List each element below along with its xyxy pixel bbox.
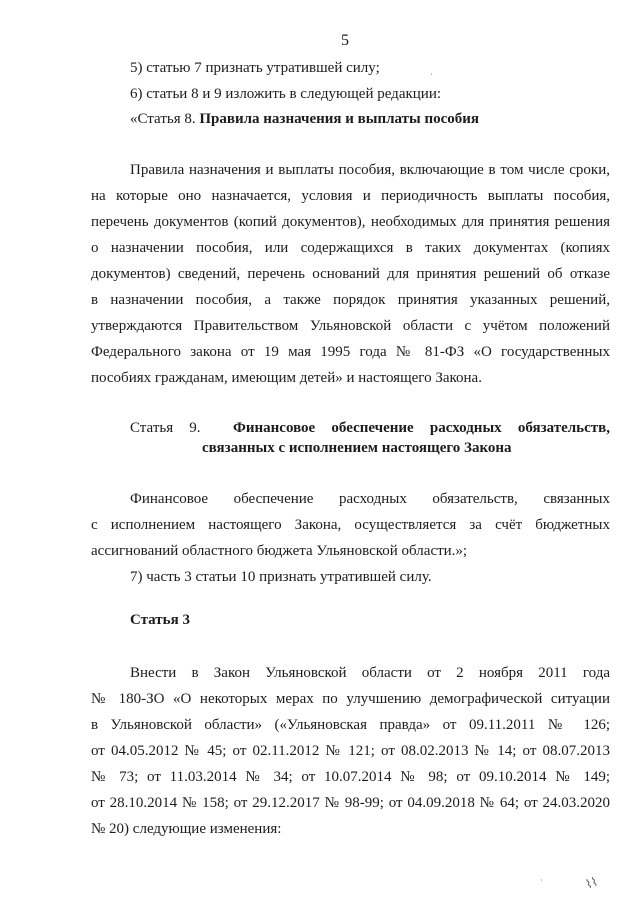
article-8-line: о назначении пособия, или содержащихся в таких документах (копиях (91, 240, 610, 256)
article-8-line: пособиях гражданам, имеющим детей» и настоящего Закона. (91, 370, 482, 386)
article-3-heading (130, 610, 190, 630)
article-9-line: ассигнований областного бюджета Ульяновской области.»; (91, 543, 468, 559)
article-8-heading-prefix: «Статья 8. (130, 111, 200, 127)
article-8-heading-title: Правила назначения и выплаты пособия (199, 111, 480, 127)
article-8-line: перечень документов (копий документов), необходимых для принятия решения (91, 214, 610, 230)
article-9-heading-title-2: связанных с исполнением настоящего Закона (202, 440, 512, 456)
scan-dot: · (430, 70, 433, 79)
handwritten-mark: ⌇⌇ (583, 874, 600, 892)
article-3-line: от 28.10.2014 № 158; от 29.12.2017 № 98-99; от 04.09.2018 № 64; от 24.03.2020 (91, 795, 610, 811)
article-3-line: № 180-ЗО «О некоторых мерах по улучшению демографической ситуации (91, 691, 610, 707)
scan-dot: · (540, 876, 543, 885)
item-5: 5) статью 7 признать утратившей силу; (130, 60, 380, 76)
article-9-heading-line-1 (130, 418, 610, 438)
article-3-line: Внести в Закон Ульяновской области от 2 ноября 2011 года (130, 665, 610, 681)
article-8-line: Правила назначения и выплаты пособия, включающие в том числе сроки, (130, 162, 610, 178)
article-9-heading-prefix: Статья 9. (130, 420, 201, 436)
article-9-heading-title-1: Финансовое обеспечение расходных обязательств, (232, 420, 610, 436)
article-8-line: Федерального закона от 19 мая 1995 года № 81-ФЗ «О государственных (91, 344, 610, 360)
item-7: 7) часть 3 статьи 10 признать утратившей силу. (130, 569, 432, 585)
item-6: 6) статьи 8 и 9 изложить в следующей редакции: (130, 86, 442, 102)
page-number: 5 (341, 32, 349, 49)
article-3-line: № 73; от 11.03.2014 № 34; от 10.07.2014 № 98; от 09.10.2014 № 149; (91, 769, 610, 785)
article-3-line: № 20) следующие изменения: (91, 821, 282, 837)
article-9-line: с исполнением настоящего Закона, осуществляется за счёт бюджетных (91, 517, 610, 533)
article-3-line: от 04.05.2012 № 45; от 02.11.2012 № 121; от 08.02.2013 № 14; от 08.07.2013 (91, 743, 610, 759)
article-8-line: в назначении пособия, а также порядок принятия указанных решений, (91, 292, 610, 308)
article-8-line: на которые оно назначается, условия и периодичность выплаты пособия, (91, 188, 610, 204)
article-8-line: утверждаются Правительством Ульяновской области с учётом положений (91, 318, 610, 334)
article-9-heading-line-2 (202, 438, 512, 458)
article-3-line: в Ульяновской области» («Ульяновская правда» от 09.11.2011 № 126; (91, 717, 610, 733)
article-8-line: документов) сведений, перечень оснований для принятия решений об отказе (91, 266, 610, 282)
article-9-line: Финансовое обеспечение расходных обязательств, связанных (130, 491, 610, 507)
article-3-heading-text: Статья 3 (130, 612, 190, 628)
article-8-heading (130, 109, 479, 129)
